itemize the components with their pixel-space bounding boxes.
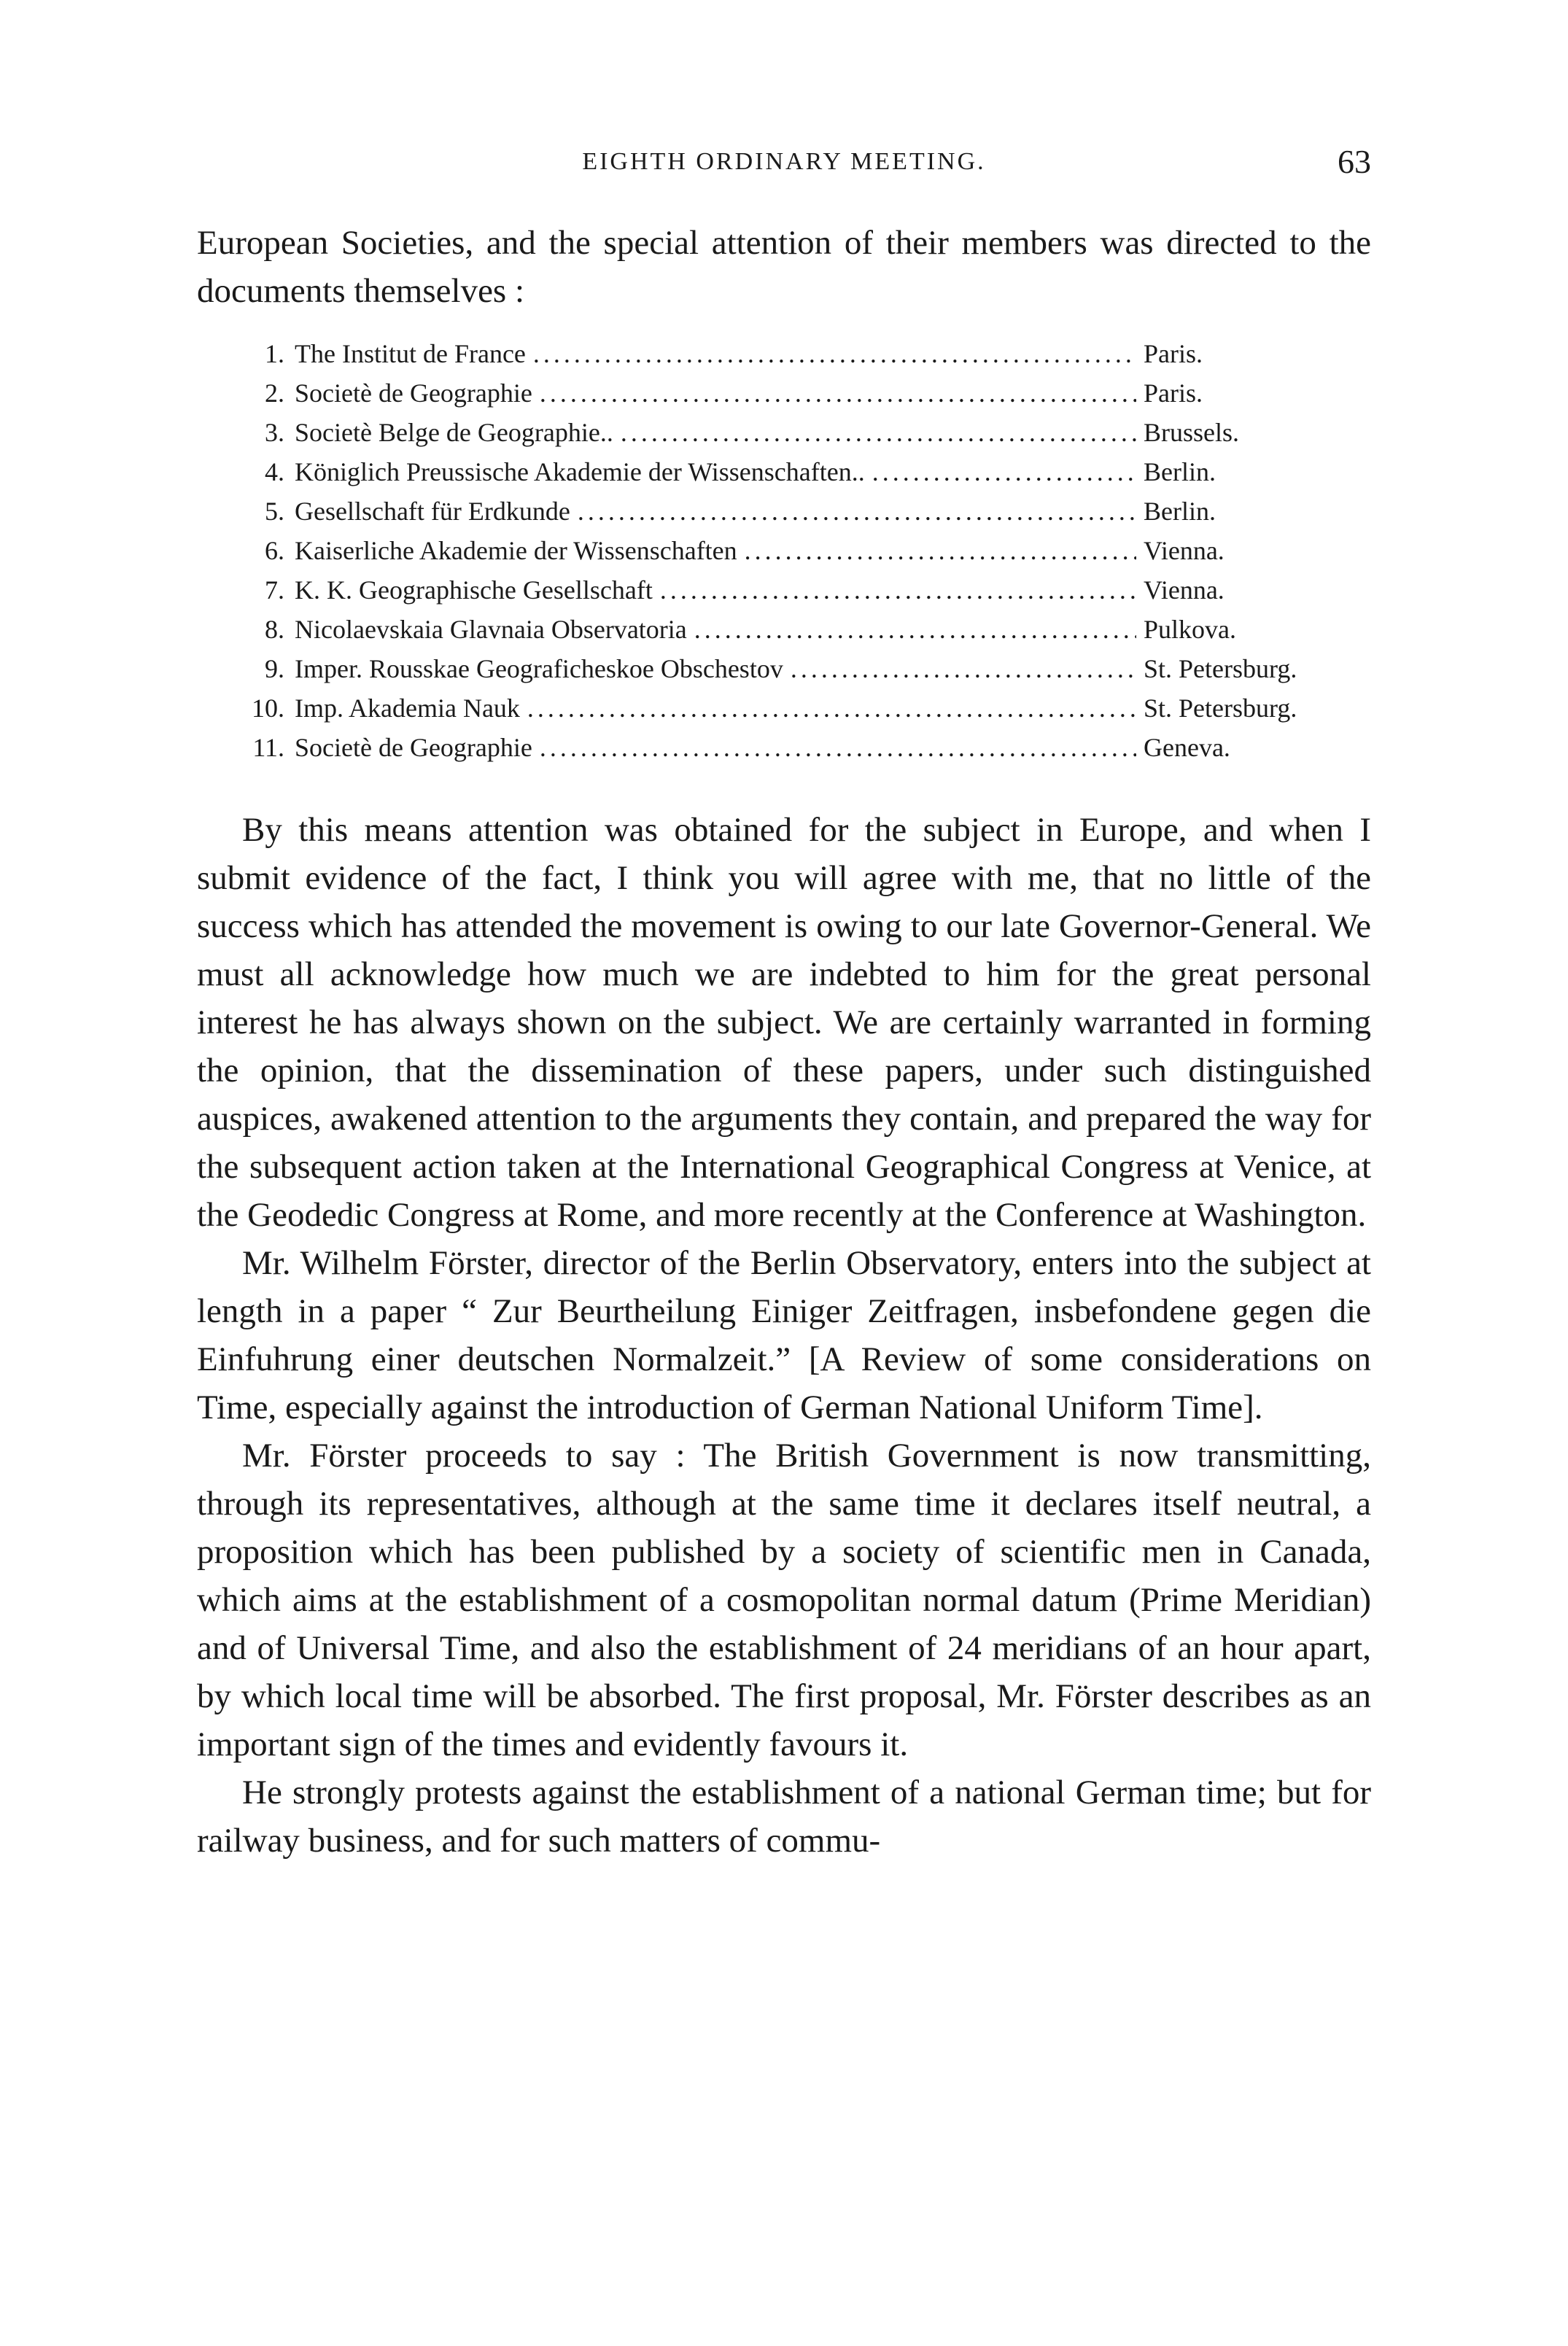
society-city: St. Petersburg. xyxy=(1144,694,1297,723)
society-number: 2. xyxy=(265,378,284,408)
society-city: St. Petersburg. xyxy=(1144,654,1297,683)
society-number: 7. xyxy=(265,575,284,605)
page-number: 63 xyxy=(1338,143,1371,180)
society-number: 5. xyxy=(265,497,284,526)
society-item-3 xyxy=(247,413,1340,452)
society-name: Kaiserliche Akademie der Wissenschaften xyxy=(295,536,737,565)
dot-leader xyxy=(533,334,1136,373)
paragraph: Mr. Wilhelm Förster, director of the Berlin Observatory, enters into the subject at length in a paper “ Zur Beurtheilung Einiger Zeitfragen, insbefondene gegen die Einfuhrung einer deutschen Normalzeit.” [A Review of some considerations on Time, especially against the introduction of German National Uniform Time]. xyxy=(197,1244,1371,1426)
society-number: 6. xyxy=(265,536,284,565)
society-item-5 xyxy=(247,492,1340,531)
society-name: Societè Belge de Geographie.. xyxy=(295,418,613,447)
society-city: Berlin. xyxy=(1144,457,1216,486)
paragraph: Mr. Förster proceeds to say : The British Government is now transmitting, through its representatives, although at the same time it declares itself neutral, a proposition which has been published by a society of scientific men in Canada, which aims at the establishment of a cosmopolitan normal datum (Prime Meridian) and of Universal Time, and also the establishment of 24 meridians of an hour apart, by which local time will be absorbed. The first proposal, Mr. Förster describes as an important sign of the times and evidently favours it. xyxy=(197,1437,1371,1763)
intro-block xyxy=(197,219,1371,315)
society-number: 11. xyxy=(252,733,284,762)
dot-leader xyxy=(694,610,1136,649)
society-item-10 xyxy=(247,688,1340,728)
society-city: Vienna. xyxy=(1144,536,1224,565)
society-name: Societè de Geographie xyxy=(295,733,532,762)
society-city: Vienna. xyxy=(1144,575,1224,605)
paragraph: By this means attention was obtained for the subject in Europe, and when I submit evidence of the fact, I think you will agree with me, that no little of the success which has attended the movement is owing to our late Governor-General. We must all acknowledge how much we are indebted to him for the great personal interest he has always shown on the subject. We are certainly warranted in forming the opinion, that the dissemination of these papers, under such distinguished auspices, awakened attention to the arguments they contain, and prepared the way for the subsequent action taken at the International Geographical Congress at Venice, at the Geodedic Congress at Rome, and more recently at the Conference at Washington. xyxy=(197,811,1371,1234)
society-city: Brussels. xyxy=(1144,418,1240,447)
dot-leader xyxy=(578,492,1136,531)
society-item-7 xyxy=(247,570,1340,610)
society-item-4 xyxy=(247,452,1340,492)
intro-paragraph: European Societies, and the special attention of their members was directed to the documents themselves : xyxy=(197,224,1371,310)
society-number: 4. xyxy=(265,457,284,486)
society-number: 3. xyxy=(265,418,284,447)
society-name: Königlich Preussische Akademie der Wissenschaften.. xyxy=(295,457,865,486)
society-item-2 xyxy=(247,373,1340,413)
society-list xyxy=(247,334,1340,767)
paragraph: He strongly protests against the establishment of a national German time; but for railway business, and for such matters of commu- xyxy=(197,1774,1371,1860)
dot-leader xyxy=(745,531,1136,570)
dot-leader xyxy=(791,649,1136,688)
society-city: Geneva. xyxy=(1144,733,1230,762)
society-city: Paris. xyxy=(1144,339,1203,368)
society-number: 8. xyxy=(265,615,284,644)
dot-leader xyxy=(621,413,1136,452)
dot-leader xyxy=(527,688,1136,728)
society-number: 9. xyxy=(265,654,284,683)
society-city: Pulkova. xyxy=(1144,615,1237,644)
dot-leader xyxy=(660,570,1136,610)
society-item-1 xyxy=(247,334,1340,373)
society-name: Nicolaevskaia Glavnaia Observatoria xyxy=(295,615,687,644)
dot-leader xyxy=(540,728,1136,767)
society-item-6 xyxy=(247,531,1340,570)
society-name: K. K. Geographische Gesellschaft xyxy=(295,575,653,605)
society-item-9 xyxy=(247,649,1340,688)
society-number: 10. xyxy=(252,694,284,723)
society-city: Paris. xyxy=(1144,378,1203,408)
dot-leader xyxy=(540,373,1136,413)
running-title: EIGHTH ORDINARY MEETING. xyxy=(582,148,986,175)
society-item-11 xyxy=(247,728,1340,767)
society-name: The Institut de France xyxy=(295,339,526,368)
society-number: 1. xyxy=(265,339,284,368)
society-name: Imper. Rousskae Geograficheskoe Obschestov xyxy=(295,654,783,683)
dot-leader xyxy=(872,452,1136,492)
society-city: Berlin. xyxy=(1144,497,1216,526)
running-head xyxy=(197,142,1371,186)
society-name: Gesellschaft für Erdkunde xyxy=(295,497,570,526)
society-name: Societè de Geographie xyxy=(295,378,532,408)
body-text xyxy=(197,806,1371,1865)
society-item-8 xyxy=(247,610,1340,649)
society-name: Imp. Akademia Nauk xyxy=(295,694,520,723)
